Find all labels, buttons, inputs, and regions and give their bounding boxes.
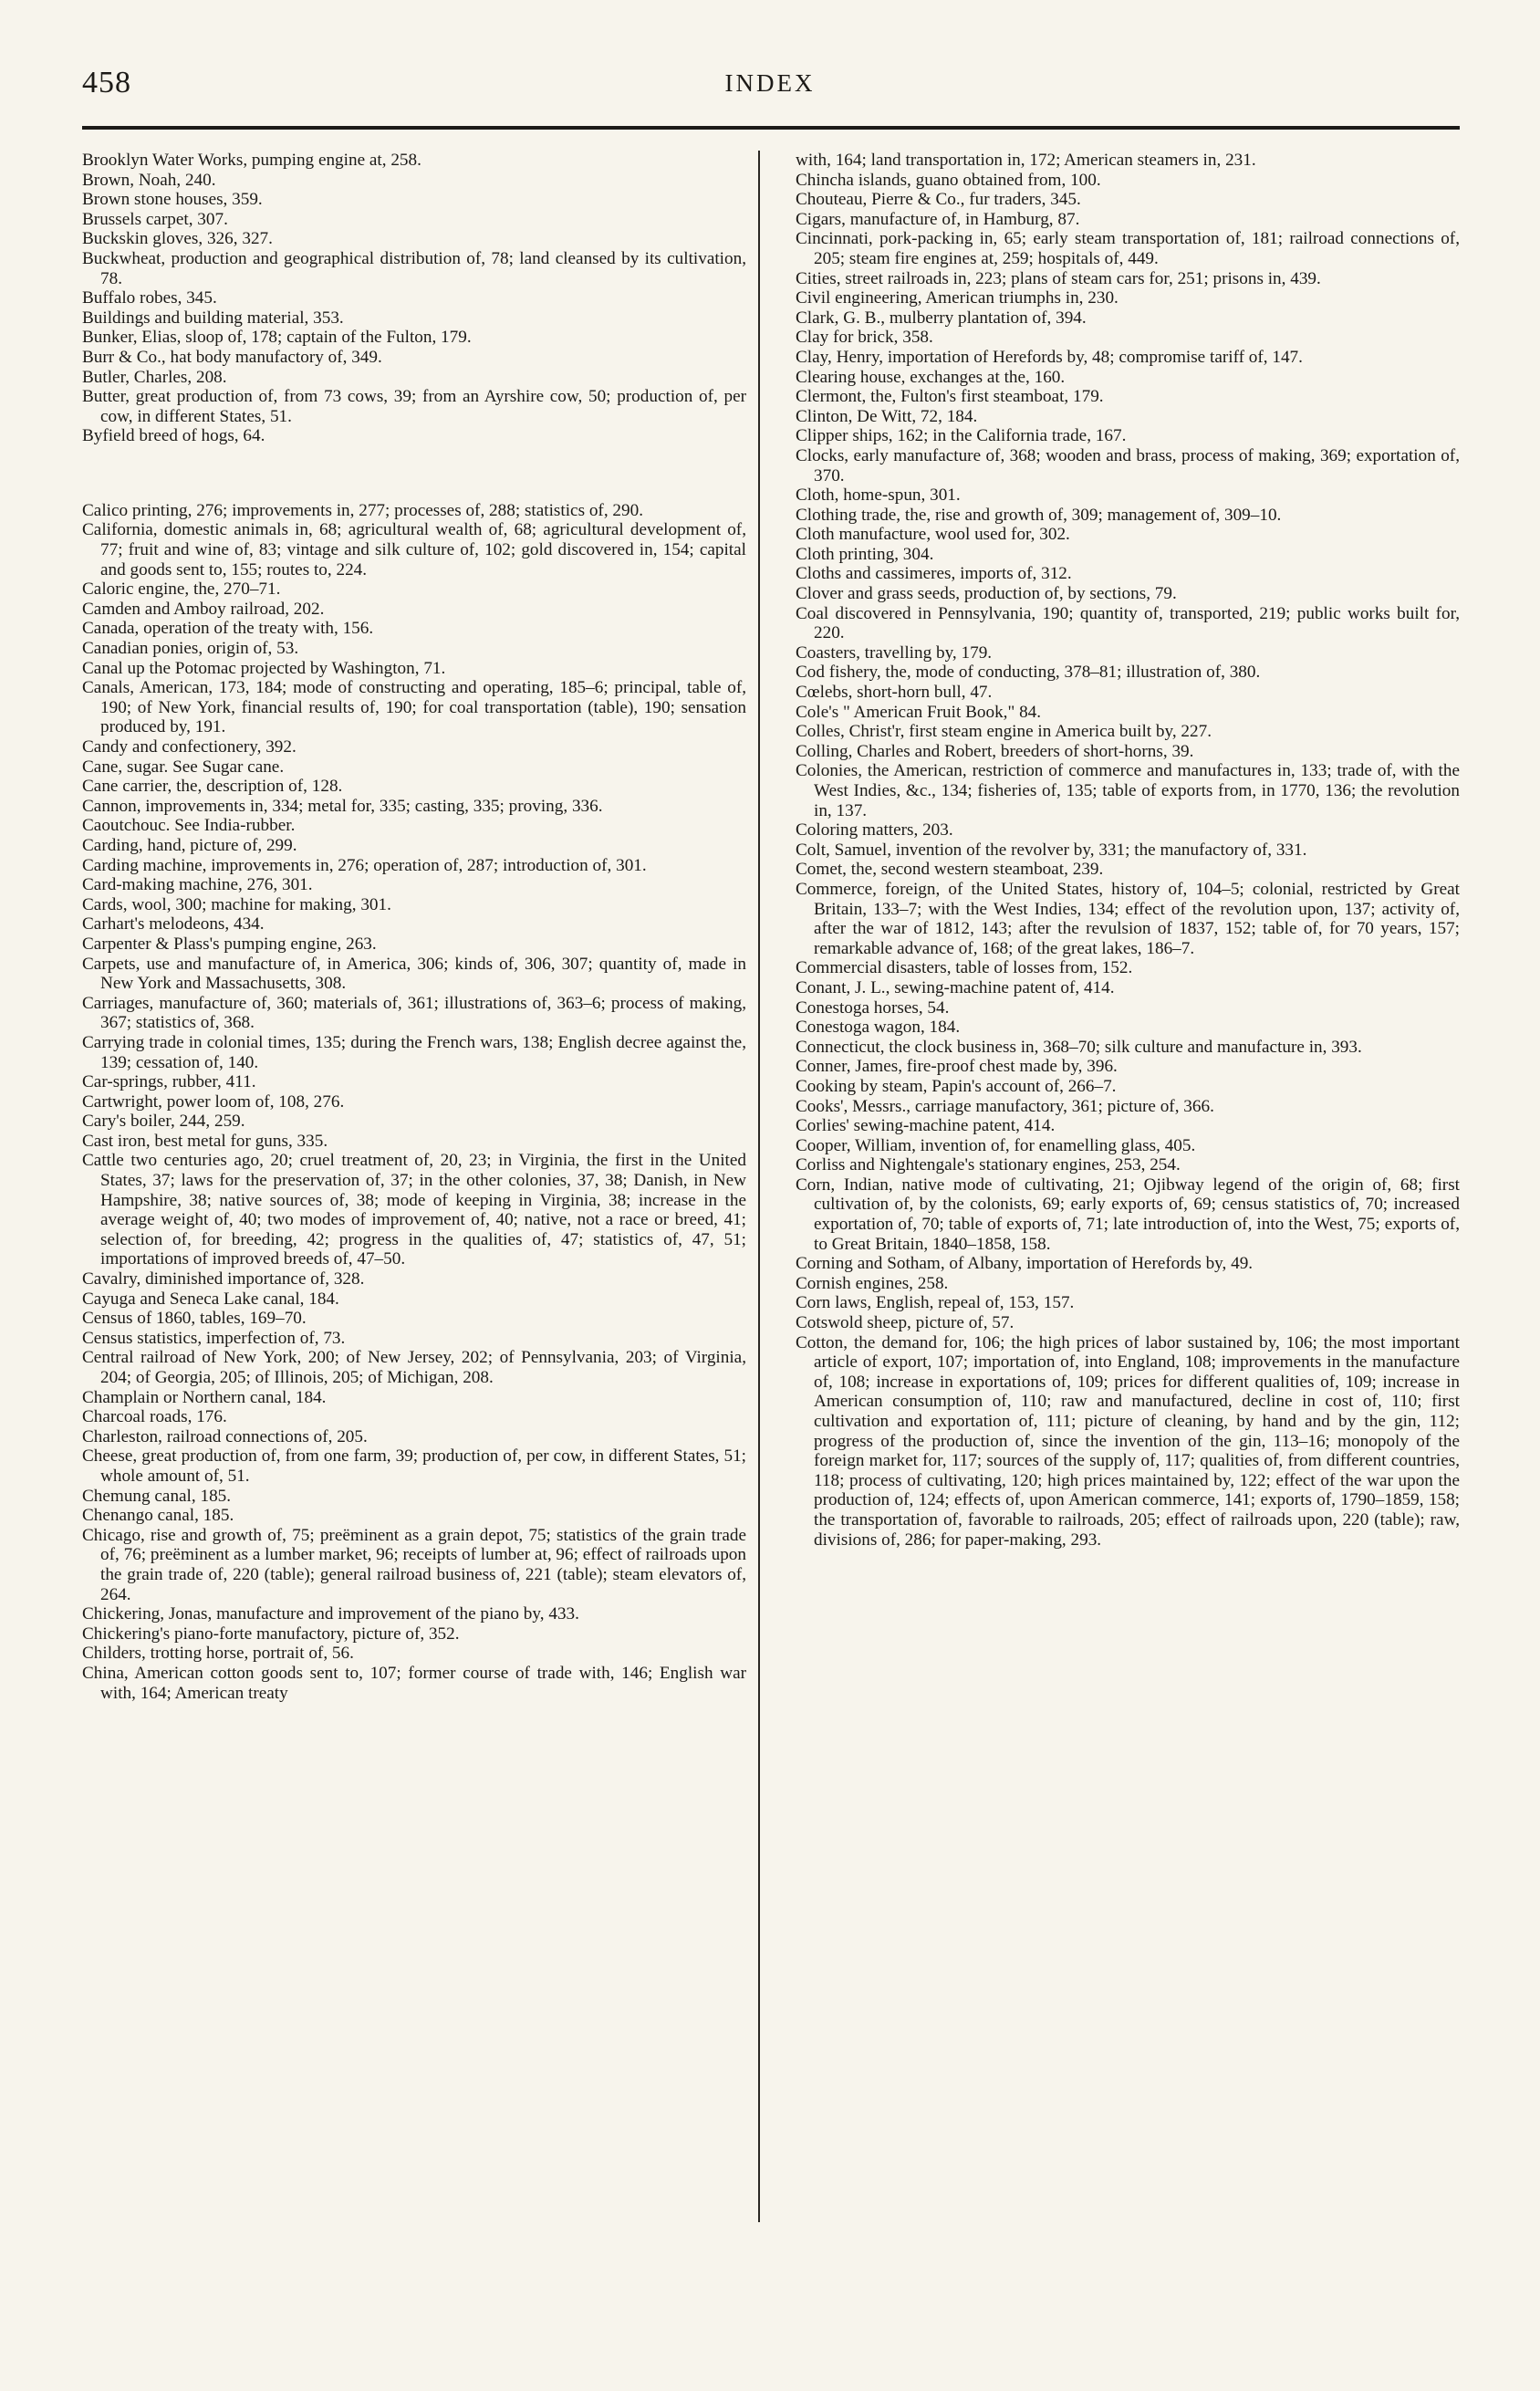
index-entry: Coal discovered in Pennsylvania, 190; quantity of, transported, 219; public works built for, 220. <box>796 603 1460 643</box>
index-entry: Clay, Henry, importation of Herefords by, 48; compromise tariff of, 147. <box>796 347 1303 367</box>
right-index-column <box>796 151 1460 2359</box>
index-entry: Chincha islands, guano obtained from, 100. <box>796 170 1101 190</box>
index-entry: Census statistics, imperfection of, 73. <box>82 1328 346 1348</box>
index-entry: Canals, American, 173, 184; mode of constructing and operating, 185–6; principal, table of, 190; of New York, financial results of, 190; for coal transportation (table), 190; sensation produced by, 191. <box>82 678 746 737</box>
index-entry: Cheese, great production of, from one farm, 39; production of, per cow, in different States, 51; whole amount of, 51. <box>82 1446 746 1486</box>
index-entry: Civil engineering, American triumphs in, 230. <box>796 288 1119 308</box>
index-entry: Cloth printing, 304. <box>796 544 934 564</box>
index-entry: Carpets, use and manufacture of, in America, 306; kinds of, 306, 307; quantity of, made in New York and Massachusetts, 308. <box>82 954 746 994</box>
index-entry: Colles, Christ'r, first steam engine in America built by, 227. <box>796 722 1212 742</box>
page-number: 458 <box>82 66 131 99</box>
index-entry: Buffalo robes, 345. <box>82 288 217 308</box>
index-entry: Colonies, the American, restriction of commerce and manufactures in, 133; trade of, with the West Indies, &c., 134; fisheries of, 135; table of exports from, in 1770, 136; the revolution in, 137. <box>796 761 1460 820</box>
index-entry: Carding machine, improvements in, 276; operation of, 287; introduction of, 301. <box>82 855 647 875</box>
index-entry: Card-making machine, 276, 301. <box>82 875 313 895</box>
index-entry: Cayuga and Seneca Lake canal, 184. <box>82 1289 339 1309</box>
index-entry: Clocks, early manufacture of, 368; wooden and brass, process of making, 369; exportation of, 370. <box>796 445 1460 486</box>
index-entry: Buckwheat, production and geographical distribution of, 78; land cleansed by its cultivation, 78. <box>82 248 746 288</box>
index-entry: Chicago, rise and growth of, 75; preëminent as a grain depot, 75; statistics of the grain trade of, 76; preëminent as a lumber market, 96; receipts of lumber at, 96; effect of railroads upon the grain trade of, 220 (table); general railroad business of, 221 (table); steam elevators of, 264. <box>82 1525 746 1604</box>
index-entry: Cooks', Messrs., carriage manufactory, 361; picture of, 366. <box>796 1096 1214 1116</box>
index-entry: China, American cotton goods sent to, 107; former course of trade with, 146; English war with, 164; American treaty <box>82 1663 746 1703</box>
index-entry: Cane, sugar. See Sugar cane. <box>82 757 285 777</box>
left-index-column <box>82 151 746 2359</box>
index-entry: Cane carrier, the, description of, 128. <box>82 777 343 797</box>
section-gap <box>82 464 746 484</box>
index-entry: Butter, great production of, from 73 cows, 39; from an Ayrshire cow, 50; production of, per cow, in different States, 51. <box>82 387 746 426</box>
column-divider <box>758 151 760 2222</box>
index-entry: Cards, wool, 300; machine for making, 301. <box>82 894 391 914</box>
index-entry: Cincinnati, pork-packing in, 65; early steam transportation of, 181; railroad connections of, 205; steam fire engines at, 259; hospitals of, 449. <box>796 229 1460 268</box>
index-entry: Clothing trade, the, rise and growth of, 309; management of, 309–10. <box>796 505 1282 525</box>
index-entry: Clipper ships, 162; in the California trade, 167. <box>796 426 1127 446</box>
index-entry: Brussels carpet, 307. <box>82 209 228 229</box>
index-entry: Canal up the Potomac projected by Washington, 71. <box>82 658 446 678</box>
index-entry: Byfield breed of hogs, 64. <box>82 426 265 446</box>
index-entry: Clark, G. B., mulberry plantation of, 394. <box>796 308 1087 328</box>
index-entry: Cornish engines, 258. <box>796 1273 949 1293</box>
index-entry: Clinton, De Witt, 72, 184. <box>796 406 978 426</box>
index-entry: Commercial disasters, table of losses from, 152. <box>796 958 1133 978</box>
index-entry: Cartwright, power loom of, 108, 276. <box>82 1091 345 1112</box>
index-entry: with, 164; land transportation in, 172; American steamers in, 231. <box>796 151 1256 170</box>
index-entry: Census of 1860, tables, 169–70. <box>82 1309 307 1329</box>
index-entry: Commerce, foreign, of the United States, history of, 104–5; colonial, restricted by Great Britain, 133–7; with the West Indies, 134; effect of the revolution upon, 137; activity of, after the war of 1812, 143; after the revulsion of 1837, 152; table of, for 70 years, 157; remarkable advance of, 168; of the great lakes, 186–7. <box>796 879 1460 958</box>
index-entry: Cary's boiler, 244, 259. <box>82 1112 245 1132</box>
index-entry: Coasters, travelling by, 179. <box>796 642 993 663</box>
index-entry: Cattle two centuries ago, 20; cruel treatment of, 20, 23; in Virginia, the first in the United States, 37; laws for the preservation of, 37; in the other colonies, 37, 38; Danish, in New Hampshire, 38; native sources of, 38; mode of keeping in Virginia, 38; increase in the average weight of, 40; two modes of improvement of, 40; native, not a race or breed, 41; selection of, for breeding, 42; progress in the qualities of, 47; statistics of, 47, 51; importations of improved breeds of, 47–50. <box>82 1151 746 1269</box>
index-entry: Car-springs, rubber, 411. <box>82 1072 256 1092</box>
index-entry: Corning and Sotham, of Albany, importation of Herefords by, 49. <box>796 1254 1254 1274</box>
index-entry: Comet, the, second western steamboat, 239. <box>796 860 1104 880</box>
index-entry: Camden and Amboy railroad, 202. <box>82 599 325 619</box>
index-entry: Clearing house, exchanges at the, 160. <box>796 367 1066 387</box>
index-entry: Cole's " American Fruit Book," 84. <box>796 702 1042 722</box>
index-entry: Charcoal roads, 176. <box>82 1407 227 1427</box>
index-entry: Corlies' sewing-machine patent, 414. <box>796 1116 1056 1136</box>
index-entry: Connecticut, the clock business in, 368–70; silk culture and manufacture in, 393. <box>796 1037 1362 1057</box>
index-entry: Charleston, railroad connections of, 205. <box>82 1426 368 1446</box>
index-entry: Cotton, the demand for, 106; the high prices of labor sustained by, 106; the most important article of export, 107; importation of, into England, 108; improvements in the manufacture of, 108; increase in exportations of, 109; prices for different qualities of, 109; increase in American consumption of, 110; raw and manufactured, decline in cost of, 110; first cultivation and exportation of, 111; picture of cleaning, by hand and by the gin, 112; progress of the production of, since the invention of the gin, 113–16; monopoly of the foreign market for, 117; sources of the supply of, 117; qualities of, from different countries, 118; process of cultivating, 120; high prices maintained by, 122; effect of the war upon the production of, 124; effects of, upon American commerce, 141; exports of, 1790–1859, 158; the transportation of, favorable to railroads, 205; effect of railroads upon, 220 (table); raw, divisions of, 286; for paper-making, 293. <box>796 1332 1460 1550</box>
index-entry: Cotswold sheep, picture of, 57. <box>796 1313 1015 1333</box>
index-entry: Childers, trotting horse, portrait of, 56. <box>82 1644 354 1664</box>
index-entry: Brown stone houses, 359. <box>82 190 263 210</box>
header-rule <box>82 126 1460 130</box>
index-entry: Clermont, the, Fulton's first steamboat, 179. <box>796 387 1104 407</box>
index-entry: Corn laws, English, repeal of, 153, 157. <box>796 1293 1075 1313</box>
index-entry: Brooklyn Water Works, pumping engine at, 258. <box>82 151 421 170</box>
index-entry: Carhart's melodeons, 434. <box>82 914 265 934</box>
index-entry: Carrying trade in colonial times, 135; during the French wars, 138; English decree against the, 139; cessation of, 140. <box>82 1032 746 1072</box>
index-entry: Conestoga wagon, 184. <box>796 1018 961 1038</box>
index-columns <box>82 151 1460 2359</box>
index-entry: Cities, street railroads in, 223; plans of steam cars for, 251; prisons in, 439. <box>796 268 1321 288</box>
index-entry: Carriages, manufacture of, 360; materials of, 361; illustrations of, 363–6; process of making, 367; statistics of, 368. <box>82 993 746 1033</box>
index-entry: Chemung canal, 185. <box>82 1486 232 1506</box>
index-entry: California, domestic animals in, 68; agricultural wealth of, 68; agricultural development of, 77; fruit and wine of, 83; vintage and silk culture of, 102; gold discovered in, 154; capital and goods sent to, 155; routes to, 224. <box>82 520 746 579</box>
index-entry: Conner, James, fire-proof chest made by, 396. <box>796 1057 1118 1077</box>
index-entry: Carding, hand, picture of, 299. <box>82 835 297 855</box>
index-entry: Corliss and Nightengale's stationary engines, 253, 254. <box>796 1155 1181 1175</box>
index-entry: Corn, Indian, native mode of cultivating, 21; Ojibway legend of the origin of, 68; first cultivation of, by the colonists, 69; early exports of, 69; census statistics of, 70; increased exportation of, 70; table of exports of, 71; late introduction of, into the West, 75; exports of, to Great Britain, 1840–1858, 158. <box>796 1175 1460 1254</box>
index-entry: Cloths and cassimeres, imports of, 312. <box>796 564 1072 584</box>
index-entry: Colling, Charles and Robert, breeders of short-horns, 39. <box>796 741 1194 761</box>
index-entry: Cooper, William, invention of, for enamelling glass, 405. <box>796 1135 1196 1155</box>
index-entry: Chickering, Jonas, manufacture and improvement of the piano by, 433. <box>82 1604 579 1624</box>
index-entry: Cannon, improvements in, 334; metal for, 335; casting, 335; proving, 336. <box>82 796 603 816</box>
index-entry: Calico printing, 276; improvements in, 277; processes of, 288; statistics of, 290. <box>82 500 643 520</box>
index-entry: Cast iron, best metal for guns, 335. <box>82 1131 328 1151</box>
index-entry: Clay for brick, 358. <box>796 328 933 348</box>
index-entry: Caloric engine, the, 270–71. <box>82 579 281 600</box>
index-entry: Burr & Co., hat body manufactory of, 349. <box>82 347 382 367</box>
running-title: INDEX <box>724 69 816 97</box>
index-entry: Clover and grass seeds, production of, by sections, 79. <box>796 584 1177 604</box>
index-entry: Carpenter & Plass's pumping engine, 263. <box>82 934 377 954</box>
index-entry: Conestoga horses, 54. <box>796 997 950 1018</box>
index-entry: Brown, Noah, 240. <box>82 170 216 190</box>
index-entry: Colt, Samuel, invention of the revolver by, 331; the manufactory of, 331. <box>796 840 1307 860</box>
index-entry: Cod fishery, the, mode of conducting, 378–81; illustration of, 380. <box>796 663 1261 683</box>
index-entry: Cooking by steam, Papin's account of, 266–7. <box>796 1076 1117 1096</box>
index-entry: Canadian ponies, origin of, 53. <box>82 639 299 659</box>
index-entry: Cloth manufacture, wool used for, 302. <box>796 525 1070 545</box>
index-entry: Champlain or Northern canal, 184. <box>82 1387 327 1407</box>
index-entry: Chouteau, Pierre & Co., fur traders, 345. <box>796 190 1081 210</box>
index-entry: Buckskin gloves, 326, 327. <box>82 229 273 249</box>
index-entry: Chenango canal, 185. <box>82 1506 234 1526</box>
index-entry: Cloth, home-spun, 301. <box>796 486 961 506</box>
index-entry: Bunker, Elias, sloop of, 178; captain of the Fulton, 179. <box>82 328 472 348</box>
index-entry: Central railroad of New York, 200; of New Jersey, 202; of Pennsylvania, 203; of Virginia, 204; of Georgia, 205; of Illinois, 205; of Michigan, 208. <box>82 1348 746 1387</box>
index-entry: Conant, J. L., sewing-machine patent of, 414. <box>796 977 1115 997</box>
index-entry: Canada, operation of the treaty with, 156. <box>82 619 374 639</box>
index-entry: Cavalry, diminished importance of, 328. <box>82 1269 365 1289</box>
index-entry: Cigars, manufacture of, in Hamburg, 87. <box>796 209 1080 229</box>
index-entry: Buildings and building material, 353. <box>82 308 344 328</box>
index-entry: Coloring matters, 203. <box>796 820 953 841</box>
index-entry: Cœlebs, short-horn bull, 47. <box>796 683 993 703</box>
index-entry: Chickering's piano-forte manufactory, picture of, 352. <box>82 1624 460 1644</box>
index-entry: Butler, Charles, 208. <box>82 367 227 387</box>
index-entry: Candy and confectionery, 392. <box>82 737 297 757</box>
index-entry: Caoutchouc. See India-rubber. <box>82 816 296 836</box>
page-header <box>82 57 1458 111</box>
